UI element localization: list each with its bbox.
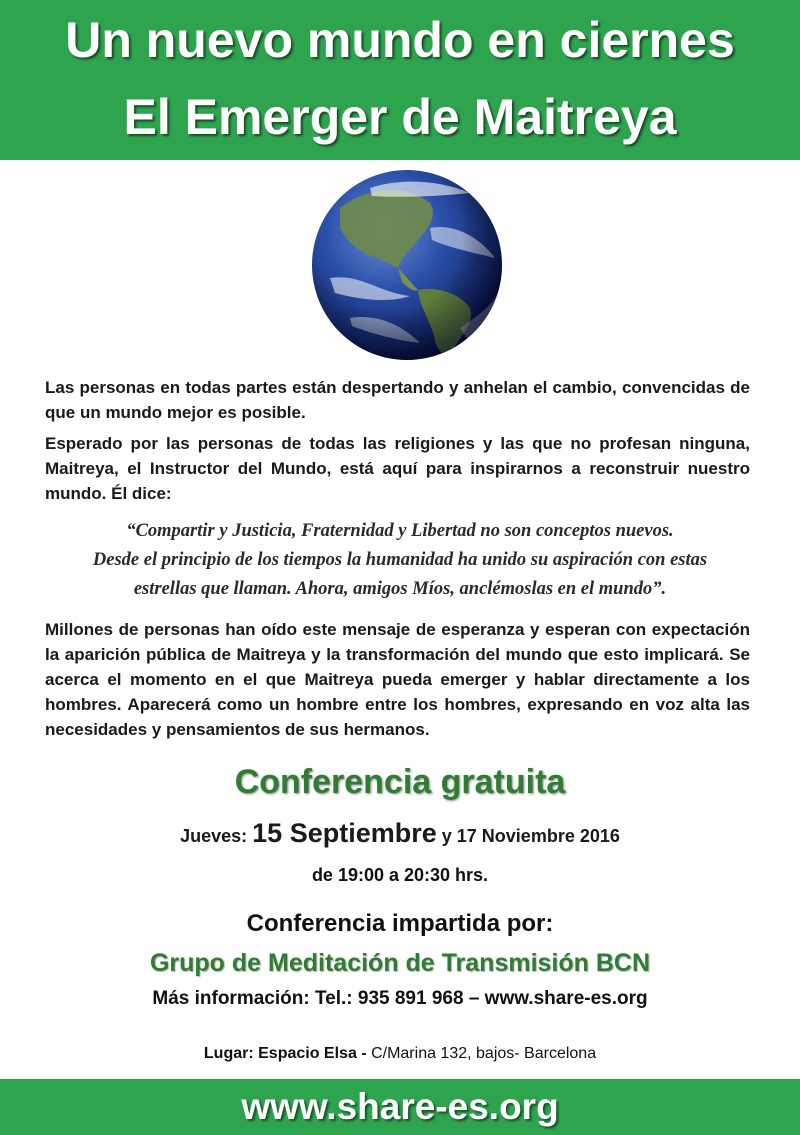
- venue-address: C/Marina 132, bajos- Barcelona: [371, 1045, 597, 1062]
- speaker-label: Conferencia impartida por:: [246, 910, 554, 937]
- millions-paragraph: Millones de personas han oído este mensaje de esperanza y esperan con expectación la aparición pública de Maitreya y la transformación del mundo que esto implicará. Se acerca el momento en el que Maitreya pueda emerger y hablar directamente a los hombres. Aparecerá como un hombre entre los hombres, expresando en voz alta las necesidades y pensamientos de sus hermanos.: [45, 620, 750, 739]
- footer-banner: [0, 1079, 800, 1135]
- quote-block: [40, 517, 760, 604]
- earth-globe-icon: [310, 168, 504, 362]
- date-secondary: y 17 Noviembre 2016: [441, 826, 620, 846]
- conference-title: Conferencia gratuita: [234, 763, 566, 801]
- date-primary: 15 Septiembre: [252, 818, 437, 848]
- venue-label: Lugar: Espacio Elsa -: [203, 1045, 367, 1062]
- quote-line-1: “Compartir y Justicia, Fraternidad y Libertad no son conceptos nuevos.: [126, 521, 674, 541]
- header-banner: [0, 0, 800, 160]
- intro-paragraph: Las personas en todas partes están despertando y anhelan el cambio, convencidas de que un mundo mejor es posible.: [45, 378, 750, 422]
- venue: [0, 1045, 800, 1063]
- title-line-1: Un nuevo mundo en ciernes: [65, 12, 735, 68]
- contact-info: Más información: Tel.: 935 891 968 – www.share-es.org: [152, 988, 648, 1009]
- maitreya-paragraph: Esperado por las personas de todas las religiones y las que no profesan ninguna, Maitreya, el Instructor del Mundo, está aquí para inspirarnos a reconstruir nuestro mundo. Él dice:: [45, 434, 750, 503]
- event-hours: de 19:00 a 20:30 hrs.: [311, 865, 489, 885]
- title-line-2: El Emerger de Maitreya: [123, 89, 677, 145]
- event-dates: [0, 818, 800, 849]
- quote-line-3: estrellas que llaman. Ahora, amigos Míos, anclémoslas en el mundo”.: [133, 579, 667, 599]
- day-label: Jueves:: [180, 826, 248, 846]
- footer-url-link[interactable]: www.share-es.org: [241, 1086, 559, 1127]
- quote-line-2: Desde el principio de los tiempos la humanidad ha unido su aspiración con estas: [92, 550, 708, 570]
- group-name: Grupo de Meditación de Transmisión BCN: [149, 949, 651, 977]
